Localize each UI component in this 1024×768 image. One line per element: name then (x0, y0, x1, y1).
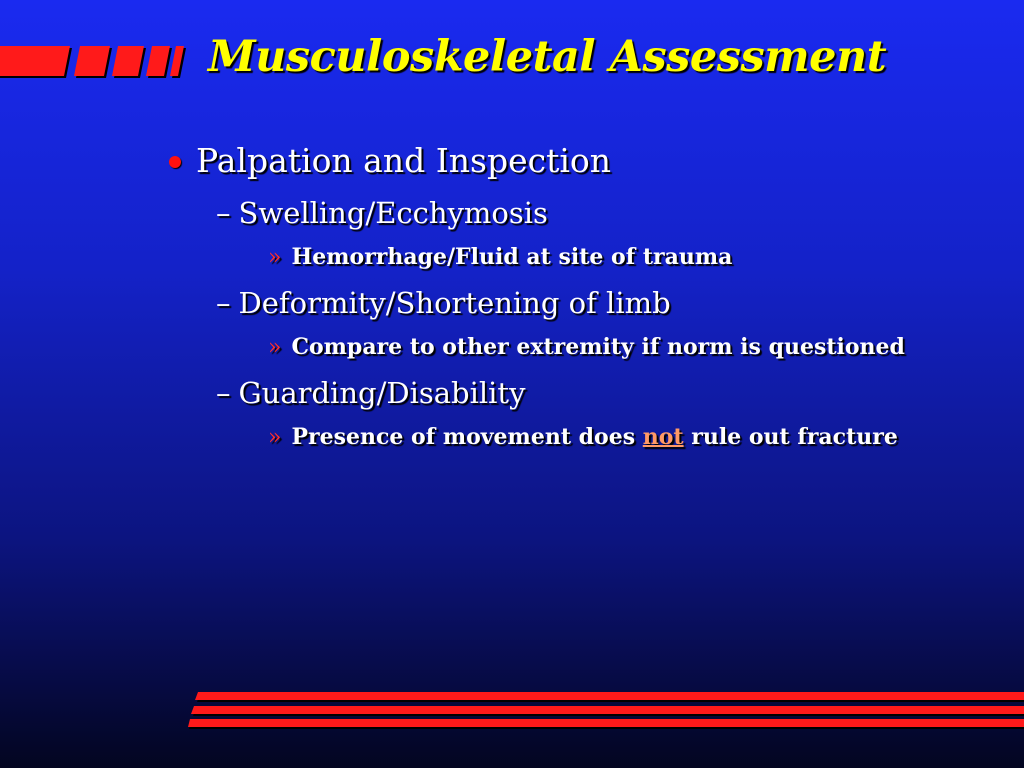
slide-title: Musculoskeletal Assessment (208, 32, 887, 82)
sub-bullet-deformity (216, 286, 671, 320)
detail-hemorrhage (268, 244, 732, 270)
sub-bullet-label: Deformity/Shortening of limb (238, 286, 671, 320)
dash-marker: – (216, 286, 231, 320)
dash-marker: – (216, 196, 231, 230)
raquo-marker: » (268, 245, 282, 270)
detail-text: Hemorrhage/Fluid at site of trauma (291, 244, 733, 270)
raquo-marker: » (268, 335, 282, 360)
sub-bullet-swelling (216, 196, 548, 230)
raquo-marker: » (268, 425, 282, 450)
emphasis-not: not (642, 424, 684, 450)
main-bullet: Palpation and Inspection (196, 141, 612, 180)
detail-compare (268, 334, 905, 360)
detail-text-after: rule out fracture (691, 424, 898, 450)
detail-text: Compare to other extremity if norm is questioned (291, 334, 905, 360)
red-bullet-icon (169, 156, 181, 168)
bottom-stripes-decoration (188, 690, 1024, 730)
sub-bullet-label: Swelling/Ecchymosis (238, 196, 548, 230)
sub-bullet-guarding (216, 376, 525, 410)
dash-marker: – (216, 376, 231, 410)
sub-bullet-label: Guarding/Disability (238, 376, 526, 410)
detail-movement (268, 424, 898, 450)
detail-text-before: Presence of movement does (291, 424, 636, 450)
